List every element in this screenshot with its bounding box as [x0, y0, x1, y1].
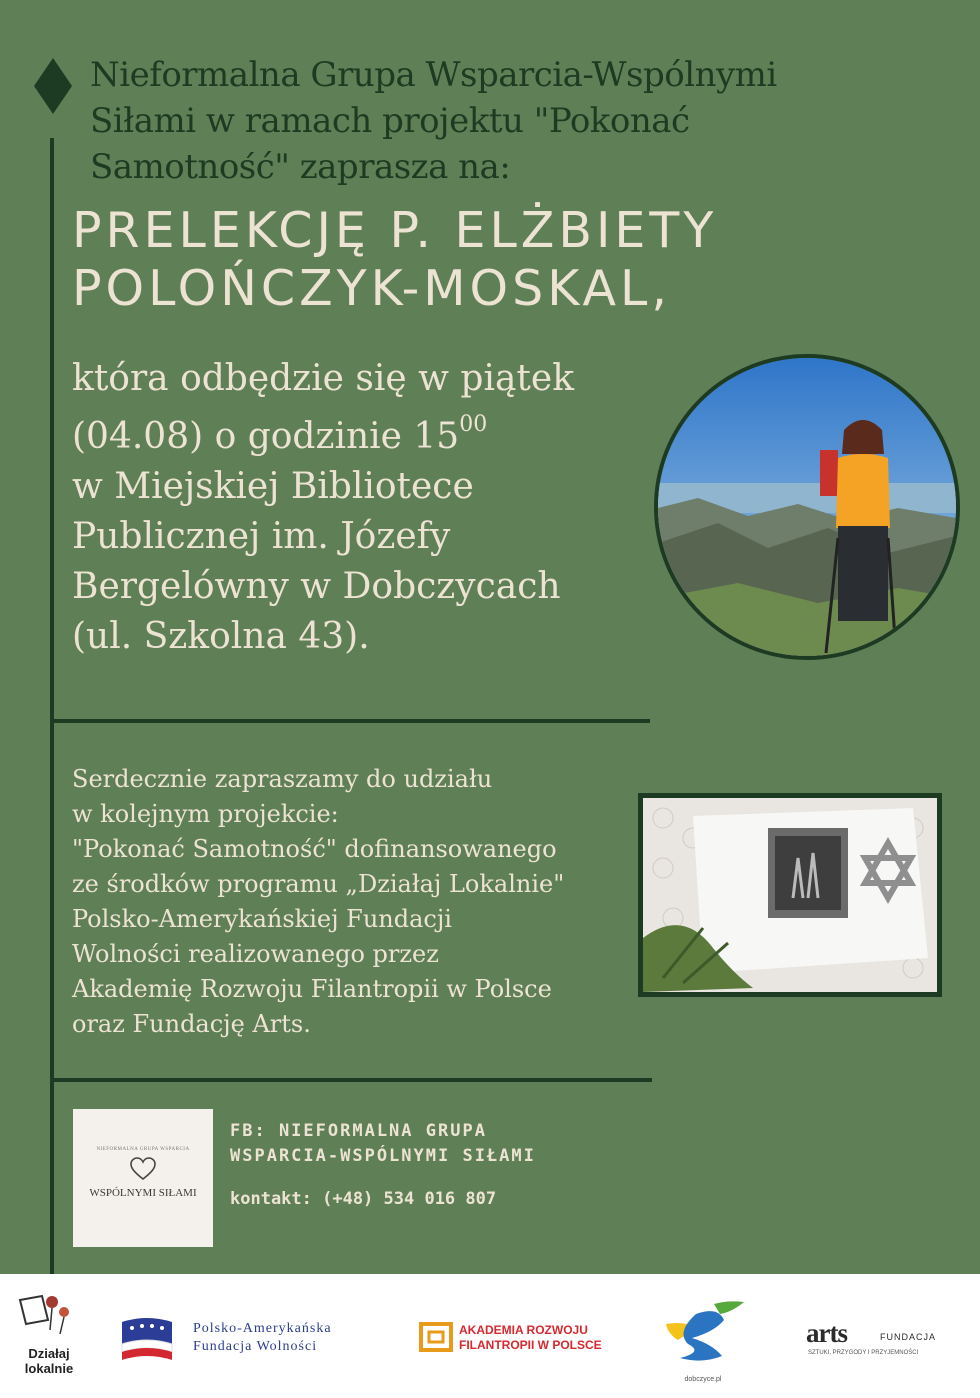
arts-fundacja-label: FUNDACJA: [880, 1332, 937, 1342]
event-line: Bergelówny w Dobczycach: [72, 566, 561, 607]
pafw-label: [193, 1320, 393, 1356]
logo-label: WSPÓLNYMI SIŁAMI: [89, 1187, 197, 1199]
project-support-text: [72, 762, 632, 1042]
event-time-text: (04.08) o godzinie 15: [72, 416, 460, 457]
logo-arc-text: NIEFORMALNA GRUPA WSPARCIA: [96, 1147, 190, 1152]
event-time-minutes: 00: [459, 412, 488, 437]
support-line: "Pokonać Samotność" dofinansowanego: [72, 835, 557, 863]
group-logo: [73, 1109, 213, 1247]
contact-phone: kontakt: (+48) 534 016 807: [230, 1189, 497, 1209]
support-line: oraz Fundację Arts.: [72, 1010, 311, 1038]
heart-icon: [130, 1157, 156, 1181]
organizer-line: Samotność" zaprasza na:: [90, 147, 511, 187]
arfp-line: AKADEMIA ROZWOJU: [459, 1323, 588, 1337]
dzialaj-line: lokalnie: [24, 1361, 74, 1376]
speaker-photo: [654, 354, 960, 660]
section-divider: [52, 1078, 652, 1082]
organizer-intro: [90, 52, 810, 190]
support-line: Polsko-Amerykańskiej Fundacji: [72, 905, 452, 933]
event-details: [72, 354, 652, 662]
support-line: Akademię Rozwoju Filantropii w Polsce: [72, 975, 552, 1003]
support-line: ze środków programu „Działaj Lokalnie": [72, 870, 565, 898]
dzialaj-lokalnie-label: [14, 1346, 84, 1376]
fb-line: FB: NIEFORMALNA GRUPA: [230, 1121, 487, 1141]
headline-line: PRELEKCJĘ P. ELŻBIETY: [72, 202, 718, 259]
support-line: Serdecznie zapraszamy do udziału: [72, 765, 493, 793]
arts-logo-text: arts: [806, 1318, 847, 1348]
diamond-icon: [34, 58, 72, 114]
arfp-label: [459, 1323, 639, 1353]
organizer-line: Siłami w ramach projektu "Pokonać: [90, 101, 690, 141]
vertical-divider: [50, 138, 54, 1274]
facebook-info: [230, 1119, 650, 1169]
support-line: w kolejnym projekcie:: [72, 800, 339, 828]
lecture-headline: [72, 202, 932, 318]
arfp-line: FILANTROPII W POLSCE: [459, 1338, 602, 1352]
dzialaj-line: Działaj: [28, 1346, 70, 1361]
pafw-line: Polsko-Amerykańska: [193, 1321, 332, 1336]
event-line: która odbędzie się w piątek: [72, 358, 575, 399]
support-line: Wolności realizowanego przez: [72, 940, 439, 968]
book-photo: [638, 793, 942, 997]
headline-line: POLOŃCZYK-MOSKAL,: [72, 260, 671, 317]
event-line: (ul. Szkolna 43).: [72, 616, 370, 657]
event-time-line: [72, 404, 652, 462]
section-divider: [52, 719, 650, 723]
pafw-line: Fundacja Wolności: [193, 1339, 318, 1354]
fb-line: WSPARCIA-WSPÓLNYMI SIŁAMI: [230, 1146, 536, 1166]
event-line: Publicznej im. Józefy: [72, 516, 451, 557]
dobczyce-label: dobczyce.pl: [684, 1376, 722, 1383]
event-line: w Miejskiej Bibliotece: [72, 466, 474, 507]
arts-subtitle: SZTUKI, PRZYGODY I PRZYJEMNOŚCI: [808, 1350, 919, 1356]
organizer-line: Nieformalna Grupa Wsparcia-Wspólnymi: [90, 55, 777, 95]
